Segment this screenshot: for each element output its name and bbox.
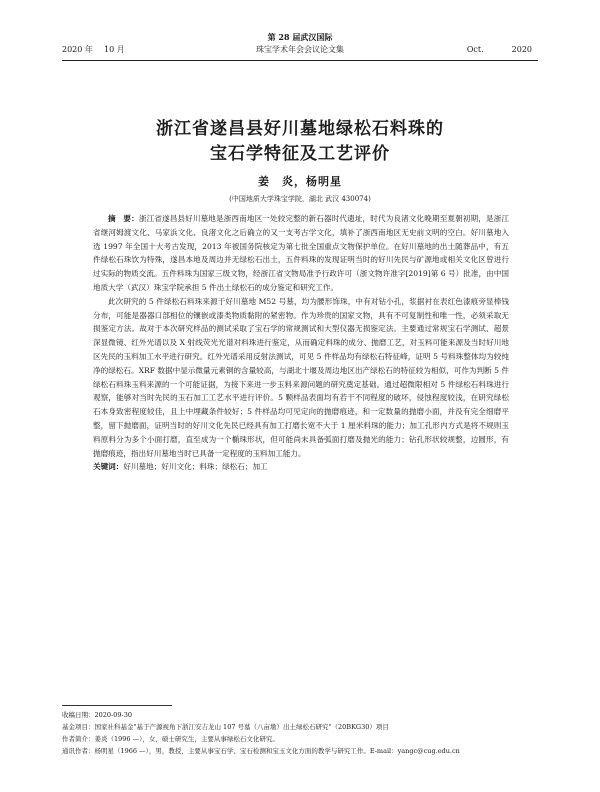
abstract-text-1: 浙江省遂昌县好川墓地是浙西南地区一处较完整的新石器时代遗址，时代为良渚文化晚期至夏朝初期，是浙江省继河姆渡文化、马家浜文化、良渚文化之后确立的又一支考古学文化，填补了浙西南地区无史前文明的空白。好川墓地入选 1997 年全国十大考古发现，2013 年被国务院核定为第七批全国重点文物保护单位。在好川墓地的出土随葬品中，有五件绿松石珠饮为特殊，遂昌本地及周边并无绿松石出土，五件料珠的发现证明当时的好川先民与矿源地或相关文化区曾进行过实际的物质交流。五件料珠为国家三级文物，经浙江省文物局准予行政许可（浙文物许准字[2019]第 6 号）批准，由中国地质大学（武汉）珠宝学院承担 5 件出土绿松石的成分鉴定和研究工作。 xyxy=(93,214,509,292)
footnote-received-date: 收稿日期：2020-09-30 xyxy=(62,711,132,719)
footnote-first-author: 作者简介：姜炎（1996 —），女，硕士研究生，主要从事绿松石文化研究。 xyxy=(62,735,279,743)
article-authors: 姜 炎，杨明星 xyxy=(258,175,342,188)
article-title-line2: 宝石学特征及工艺评价 xyxy=(210,144,390,164)
article-title-line1: 浙江省遂昌县好川墓地绿松石料珠的 xyxy=(156,119,444,139)
abstract-section xyxy=(93,212,509,474)
header-year: 2020 年 xyxy=(62,45,93,54)
keywords-label: 关键词： xyxy=(93,462,124,472)
header-year-en: 2020 xyxy=(511,45,532,54)
keywords-text: 好川墓地；好川文化；料珠；绿松石；加工 xyxy=(123,462,268,472)
header-rule xyxy=(62,60,538,61)
header-month: 10 月 xyxy=(104,45,125,54)
abstract-paragraph-1 xyxy=(93,212,509,295)
abstract-label: 摘 要： xyxy=(108,214,139,223)
footnote-corresponding-author: 通讯作者：杨明星（1966 —），男，教授，主要从事宝石学、宝石检测和宝玉文化方面的教学与研究工作。E-mail：yangc@cug.edu.cn xyxy=(62,747,460,755)
footnote-rule xyxy=(62,705,172,706)
footnote-funding: 基金项目：国家社科基金"基于产源视角下浙江安吉龙山 107 号墓（八亩墩）出土绿松石研究"（20BKG30）项目 xyxy=(62,723,389,731)
abstract-paragraph-2: 此次研究的 5 件绿松石料珠来源于好川墓地 M52 号墓，均为腰形饰珠，中有对钻小孔，浆据衬在表红色漆痕旁显棒钱分布，可能是器器口部相位的镶嵌或漆类物质黏附的紧密物。作为珍贵的国家文物，具有不可复制性和唯一性，必须采取无损鉴定方法。故对于本次研究样品的测试采取了宝石学的常规测试和大型仪器无损鉴定法。主要通过常规宝石学测试、超景深显微镜、红外光谱以及 X 射线荧光光谱对料珠进行鉴定，从而确定料珠的成分、抛磨工艺，对玉料可能来源及当时好川地区先民的玉料加工水平进行研究。红外光谱采用反射法测试，可见 5 件样品均有绿松石特征峰，证明 5 号料珠整体均为较纯净的绿松石。XRF 数据中显示微量元素铜的含量较高，与湖北十堰及周边地区出产绿松石的特征较为相似，可作为判断 5 件绿松石料珠玉料来源的一个可能证据，为接下来进一步玉料来源问题的研究奠定基础。通过超微限相对 5 件绿松石料珠进行观察，能够对当时先民的玉石加工工艺水平进行评价。5 颗样品表面均有若干不同程度的破坏，侵蚀程度较浅，在研究绿松石本身致密程度较佳，且上中埋藏条件较好；5 件样品均可见定向的抛磨痕迹，和一定数量的抛磨小面，并没有完全细磨平整，留下抛磨面，证明当时的好川文化先民已经具有加工打磨长宽不大于 1 厘米料珠的能力；加工孔形内方式是将不规则玉料原料分为多个小面打磨，直至成为一个椭珠形状，但可能尚未具备弧面打磨及抛光的能力；钻孔形状较规整，边圆形，有抛磨痕迹，指出好川墓地当时已具备一定程度的玉料加工能力。 xyxy=(93,296,509,458)
header-conference-line2: 珠宝学术年会会议论文集 xyxy=(256,45,344,54)
keywords-line xyxy=(93,460,509,474)
article-affiliation: (中国地质大学珠宝学院，湖北 武汉 430074) xyxy=(229,195,371,203)
header-date-en xyxy=(467,45,532,55)
header-conference-line1: 第 28 届武汉国际 xyxy=(267,32,333,42)
header-month-en: Oct. xyxy=(466,45,484,54)
